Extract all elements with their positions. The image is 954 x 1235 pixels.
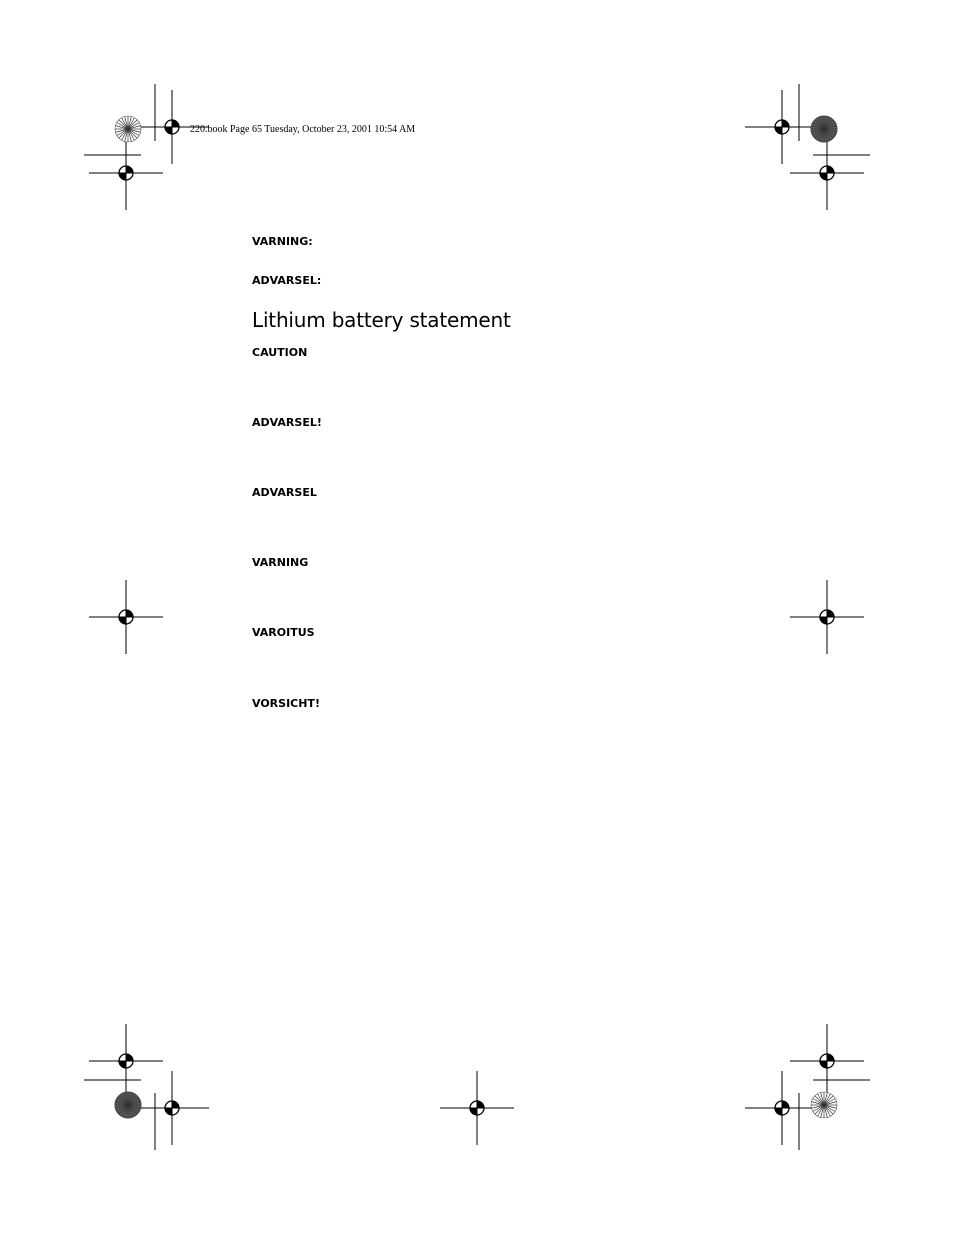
warning-label-advarsel: ADVARSEL: [252,274,322,287]
label-varning-swedish: VARNING [252,556,309,569]
warning-label-varning: VARNING: [252,235,313,248]
label-vorsicht: VORSICHT! [252,697,320,710]
label-advarsel-danish: ADVARSEL! [252,416,322,429]
label-varoitus: VAROITUS [252,626,315,639]
section-heading: Lithium battery statement [252,308,511,332]
label-advarsel-norwegian: ADVARSEL [252,486,317,499]
label-caution: CAUTION [252,346,308,359]
print-slug-line: 220.book Page 65 Tuesday, October 23, 2001 10:54 AM [190,124,416,135]
